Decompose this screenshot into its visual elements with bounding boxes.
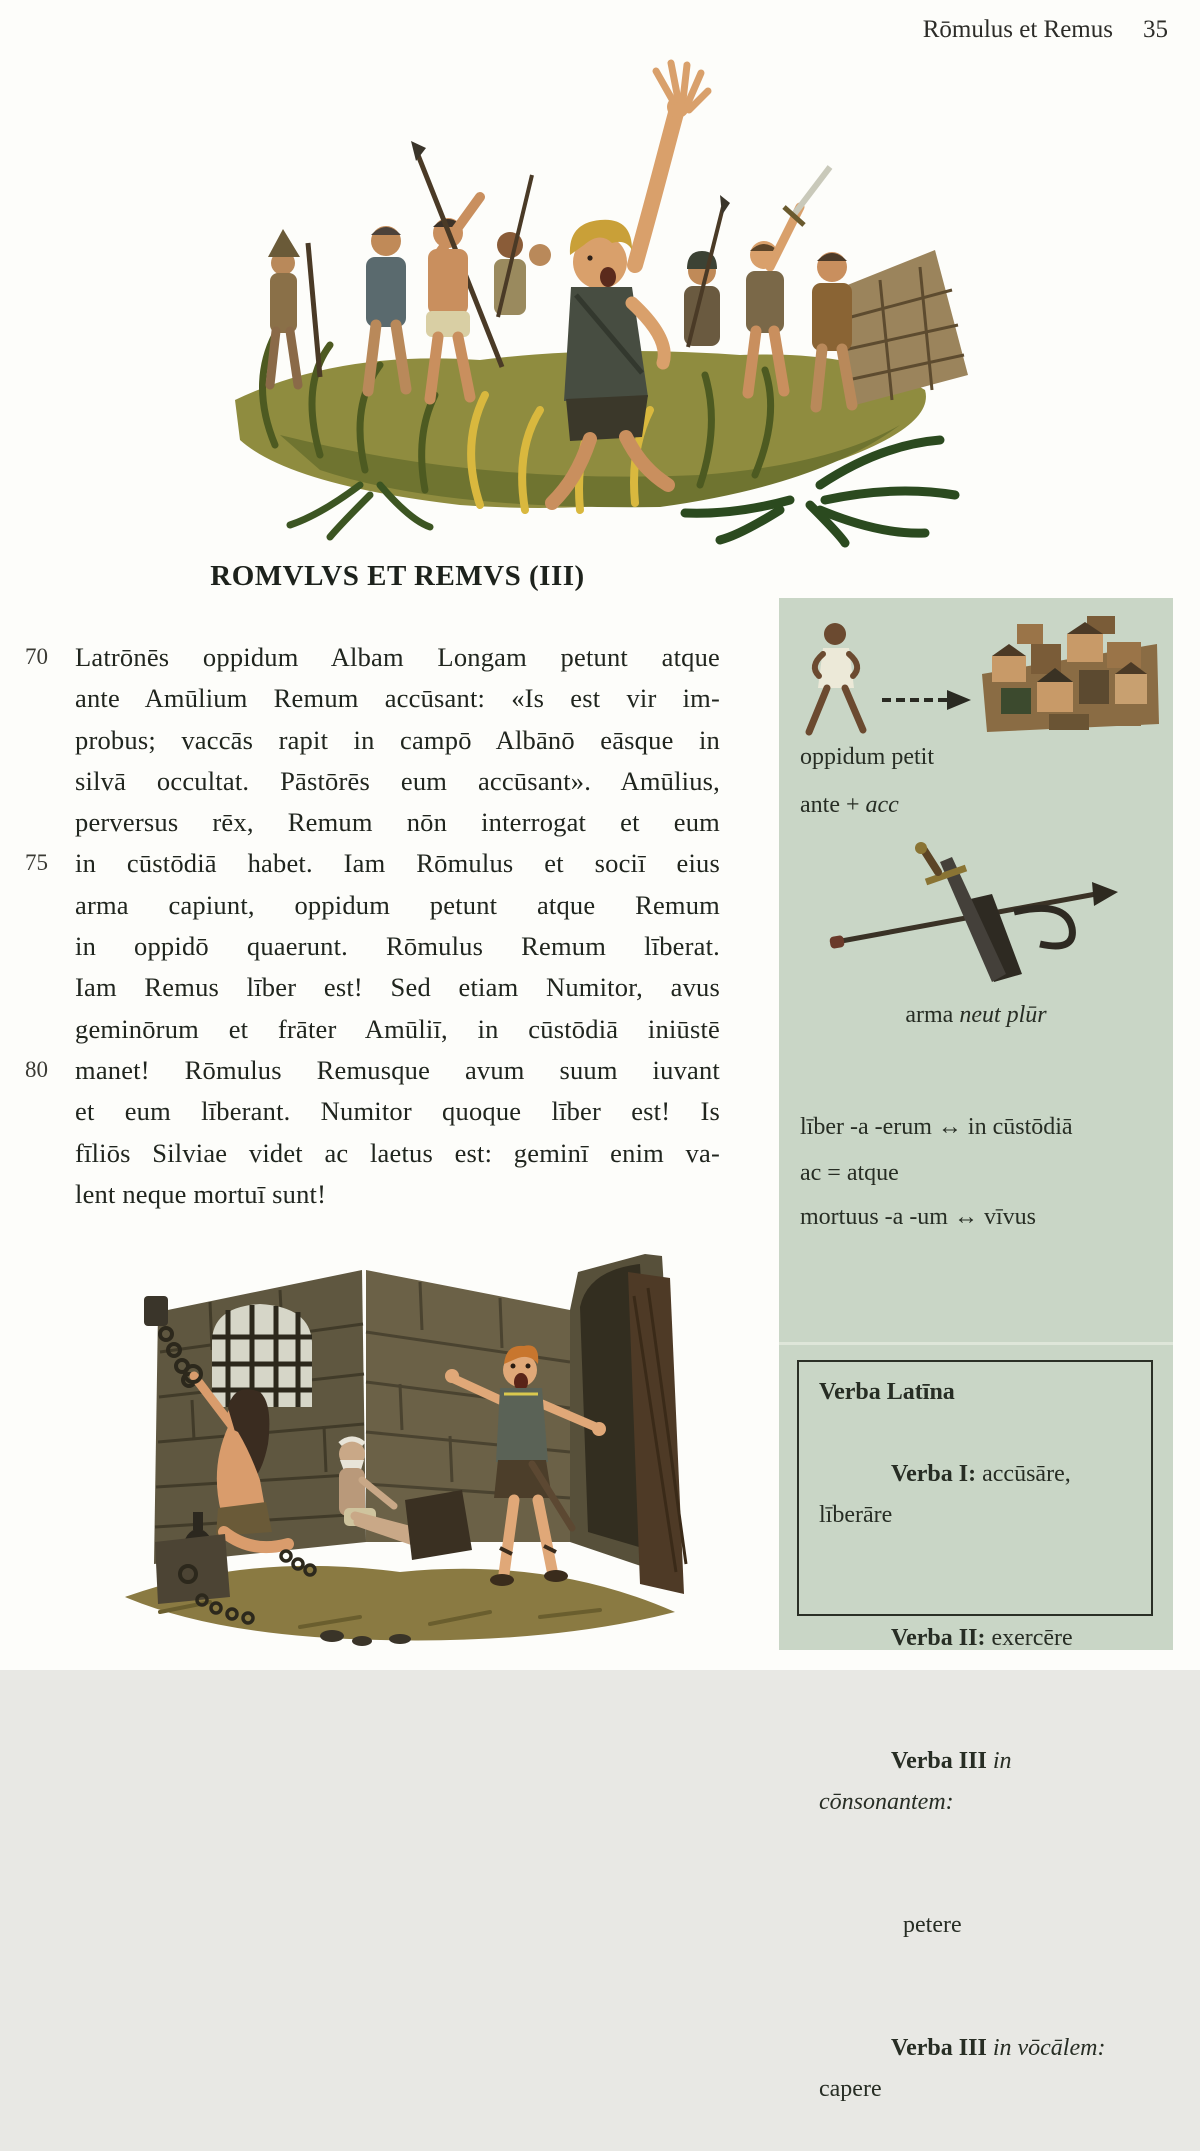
story-line: [25, 1055, 720, 1096]
note-ac: ac = atque: [800, 1160, 899, 1186]
line-number: [25, 890, 75, 931]
wooden-board: [405, 1490, 472, 1560]
panel-seam: [779, 1342, 1173, 1345]
verba-entry: Verba III in vōcālem: capere: [819, 2035, 1112, 2102]
story-line-text: Iam Remus līber est! Sed etiam Numitor, avus: [75, 972, 720, 1003]
line-number: 80: [25, 1056, 48, 1082]
line-number: 75: [25, 850, 48, 876]
story-line-text: manet! Rōmulus Remusque avum suum iuvant: [75, 1054, 720, 1085]
line-number: [25, 683, 75, 724]
story-line-text: et eum līberant. Numitor quoque līber est! Is: [75, 1096, 720, 1127]
arma-caption: arma neut plūr: [905, 1002, 1047, 1028]
verba-entry: Verba II: exercēre: [891, 1625, 1073, 1651]
section-title: ROMVLVS ET REMVS (III): [210, 560, 585, 592]
line-number: [25, 1096, 75, 1137]
story-line: [25, 766, 720, 807]
page-number: 35: [1143, 16, 1168, 43]
oppidum-caption: oppidum petit: [800, 744, 934, 770]
sidebar-panel: [779, 598, 1173, 2102]
story-line-text: probus; vaccās rapit in campō Albānō eāsque in: [75, 724, 720, 755]
verba-entry: petere: [891, 1912, 962, 1938]
prison-scene-illustration: [100, 1212, 700, 1652]
line-number: [25, 807, 75, 848]
story-line-text: lent neque mortuī sunt!: [75, 1178, 327, 1209]
line-number: [25, 972, 75, 1013]
story-line-text: silvā occultat. Pāstōrēs eum accūsant». Amūlius,: [75, 765, 720, 796]
arma-illustration: [814, 842, 1134, 1002]
story-line: [25, 683, 720, 724]
line-number: [25, 1179, 75, 1220]
stone-wall: [835, 250, 968, 407]
note-mortuus: mortuus -a -um ↔ vīvus: [800, 1204, 1036, 1230]
verba-entry: Verba III in cōnsonantem:: [819, 1748, 1018, 1815]
story-line: [25, 972, 720, 1013]
verba-entries: [819, 1413, 1143, 2151]
ante-note: ante + acc: [800, 792, 899, 818]
story-line: [25, 807, 720, 848]
story-paragraph: [25, 642, 720, 1220]
line-number: 70: [25, 644, 48, 669]
story-line-text: fīliōs Silviae videt ac laetus est: geminī enim va-: [75, 1137, 720, 1168]
line-number: [25, 725, 75, 766]
story-line: [25, 848, 720, 889]
story-line-text: in oppidō quaerunt. Rōmulus Remum līberat.: [75, 931, 720, 962]
verba-latina-box: [797, 1360, 1153, 2102]
story-line: [25, 931, 720, 972]
verba-box-title: Verba Latīna: [819, 1379, 955, 1405]
story-line: [25, 642, 720, 683]
town-cluster: [982, 616, 1159, 732]
line-number: [25, 931, 75, 972]
line-number: [25, 1138, 75, 1179]
story-line-text: arma capiunt, oppidum petunt atque Remum: [75, 889, 720, 920]
story-line: [25, 1138, 720, 1179]
story-line: [25, 725, 720, 766]
barred-window: [212, 1304, 312, 1407]
story-line-text: geminōrum et frāter Amūliī, in cūstōdiā iniūstē: [75, 1013, 720, 1044]
note-liber: līber -a -erum ↔ in cūstōdiā: [800, 1114, 1073, 1140]
story-line: [25, 1096, 720, 1137]
oppidum-petit-illustration: [787, 604, 1165, 744]
line-number: [25, 766, 75, 807]
story-line-text: in cūstōdiā habet. Iam Rōmulus et sociī eius: [75, 848, 720, 879]
story-line: [25, 890, 720, 931]
running-title: Rōmulus et Remus: [922, 16, 1113, 43]
story-line-text: perversus rēx, Remum nōn interrogat et eum: [75, 807, 720, 838]
walking-man-figure: [809, 623, 863, 732]
top-illustration-shepherds-charging: [180, 55, 970, 545]
running-header: [923, 16, 1168, 44]
line-number: [25, 1014, 75, 1055]
story-line-text: Latrōnēs oppidum Albam Longam petunt atque: [75, 642, 720, 672]
verba-entry: Verba I: accūsāre, līberāre: [819, 1461, 1077, 1528]
story-line: [25, 1014, 720, 1055]
arrow-icon: [882, 690, 971, 710]
story-line-text: ante Amūlium Remum accūsant: «Is est vir im-: [75, 683, 720, 714]
